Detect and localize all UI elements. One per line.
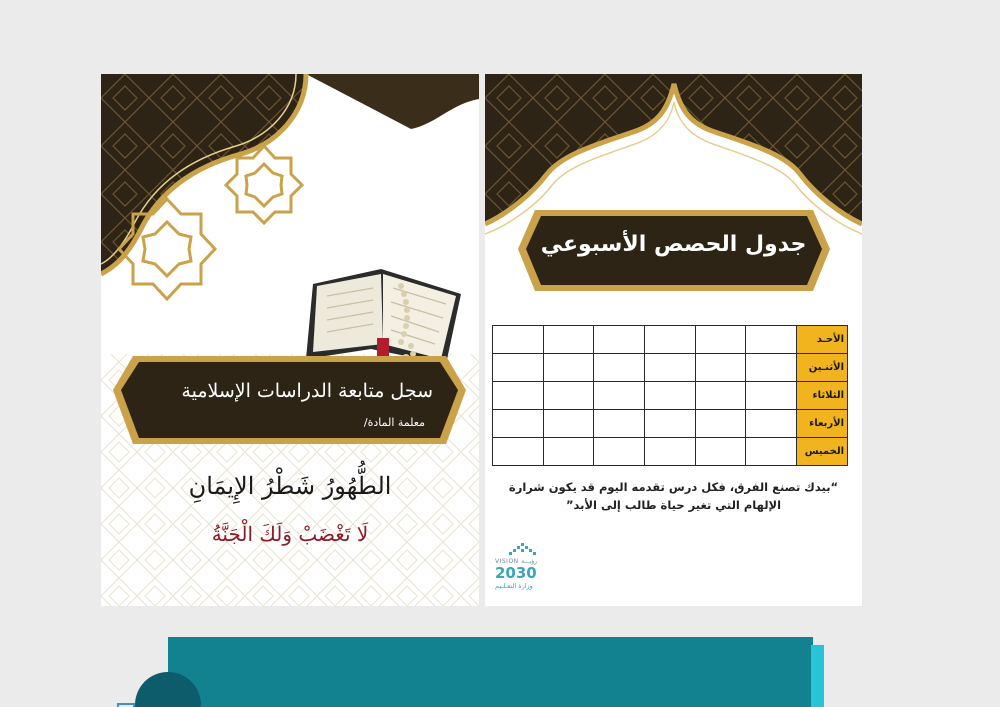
period-cell[interactable] <box>644 354 695 382</box>
cover-title: سجل متابعة الدراسات الإسلامية <box>181 380 433 402</box>
period-cell[interactable] <box>543 382 594 410</box>
bottom-teal-edge <box>811 645 824 707</box>
quote-line-2: الإلهام التي تغير حياة طالب إلى الأبد” <box>565 498 782 512</box>
period-cell[interactable] <box>594 326 645 354</box>
period-cell[interactable] <box>644 326 695 354</box>
period-cell[interactable] <box>695 410 746 438</box>
schedule-row <box>493 326 848 354</box>
day-label: الأثنـين <box>797 354 848 382</box>
hadith-line-2: لَا تَغْضَبْ وَلَكَ الْجَنَّةُ <box>211 522 369 546</box>
period-cell[interactable] <box>695 354 746 382</box>
weekly-schedule-table <box>492 325 848 466</box>
day-label: الأحـد <box>797 326 848 354</box>
period-cell[interactable] <box>644 438 695 466</box>
period-cell[interactable] <box>493 354 544 382</box>
period-cell[interactable] <box>746 326 797 354</box>
vision-emblem-icon <box>493 542 553 558</box>
vision-2030-logo <box>493 542 563 594</box>
hadith-line-1: الطُّهُورُ شَطْرُ الإِيمَانِ <box>188 472 392 500</box>
period-cell[interactable] <box>594 410 645 438</box>
schedule-row <box>493 382 848 410</box>
bottom-teal-panel <box>168 637 813 707</box>
schedule-row <box>493 354 848 382</box>
period-cell[interactable] <box>695 326 746 354</box>
period-cell[interactable] <box>493 410 544 438</box>
period-cell[interactable] <box>543 438 594 466</box>
vision-label: VISION رؤيـــة <box>495 558 538 565</box>
schedule-title: جدول الحصص الأسبوعي <box>540 232 807 257</box>
period-cell[interactable] <box>493 326 544 354</box>
period-cell[interactable] <box>695 438 746 466</box>
vision-year: 2030 <box>495 564 537 582</box>
teacher-label: معلمة المادة/ <box>363 416 425 429</box>
period-cell[interactable] <box>543 326 594 354</box>
period-cell[interactable] <box>493 382 544 410</box>
schedule-row <box>493 438 848 466</box>
bottom-square-outline <box>117 703 135 707</box>
period-cell[interactable] <box>695 382 746 410</box>
day-label: الثلاثاء <box>797 382 848 410</box>
schedule-row <box>493 410 848 438</box>
period-cell[interactable] <box>746 382 797 410</box>
day-label: الأربعاء <box>797 410 848 438</box>
period-cell[interactable] <box>644 382 695 410</box>
period-cell[interactable] <box>594 438 645 466</box>
period-cell[interactable] <box>493 438 544 466</box>
period-cell[interactable] <box>746 438 797 466</box>
ministry-label: وزارة التعـلـيم <box>495 582 533 590</box>
period-cell[interactable] <box>644 410 695 438</box>
cover-page <box>101 74 479 606</box>
period-cell[interactable] <box>594 382 645 410</box>
period-cell[interactable] <box>746 354 797 382</box>
period-cell[interactable] <box>746 410 797 438</box>
period-cell[interactable] <box>543 410 594 438</box>
period-cell[interactable] <box>543 354 594 382</box>
day-label: الخميس <box>797 438 848 466</box>
quote-line-1: “بيدك تصنع الفرق، فكل درس تقدمه اليوم قد يكون شرارة <box>508 480 839 494</box>
schedule-page <box>485 74 862 606</box>
period-cell[interactable] <box>594 354 645 382</box>
inspirational-quote <box>505 478 842 514</box>
